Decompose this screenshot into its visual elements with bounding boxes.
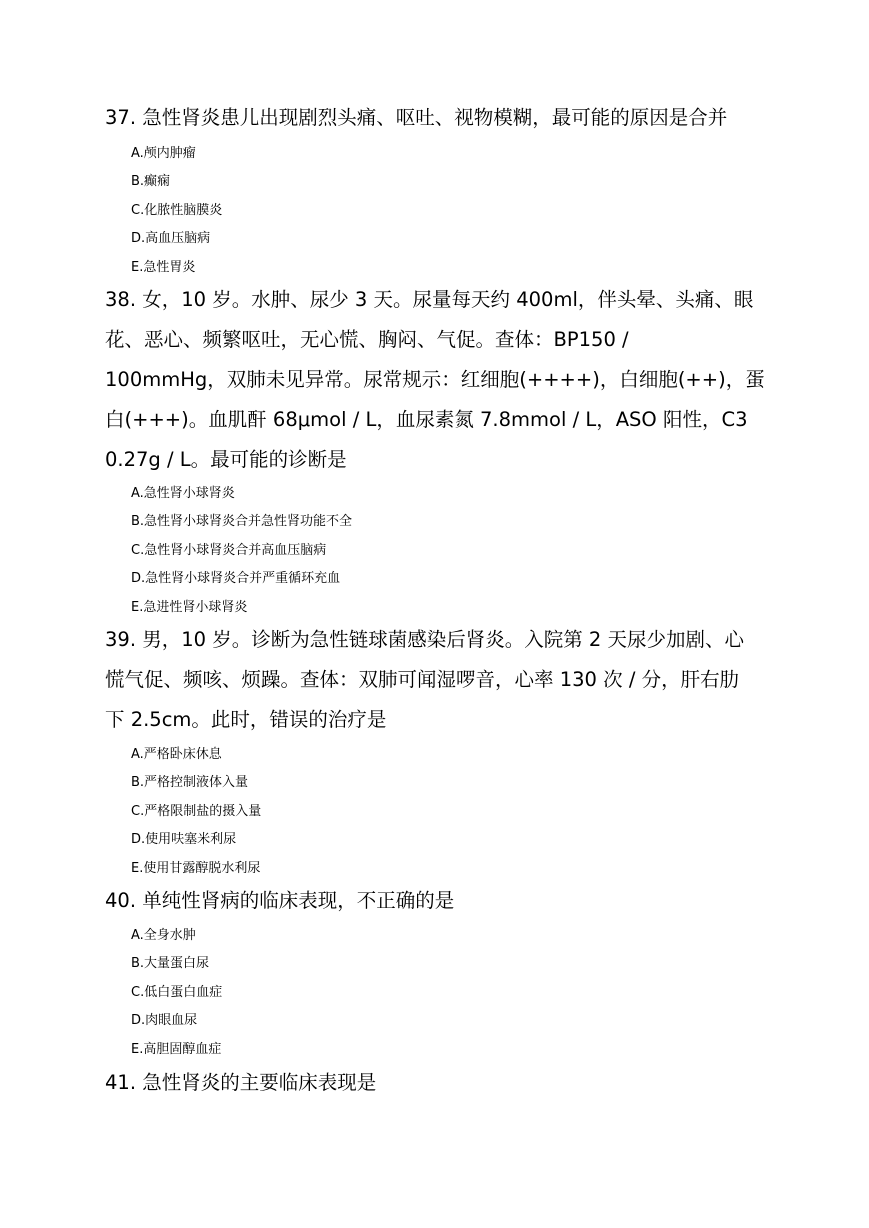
question-text-line: 41. 急性肾炎的主要临床表现是 xyxy=(105,1071,377,1094)
option-b: B.癫痫 xyxy=(131,174,171,190)
option-a: A.急性肾小球肾炎 xyxy=(131,486,235,501)
question-38 xyxy=(105,280,770,480)
options-list-40 xyxy=(131,922,222,1064)
option-d: D.急性肾小球肾炎合并严重循环充血 xyxy=(131,571,341,587)
option-d: D.使用呋塞米利尿 xyxy=(131,832,237,848)
question-text-line: 100mmHg，双肺未见异常。尿常规示：红细胞(++++)，白细胞(++)，蛋 xyxy=(105,368,765,391)
question-text-line: 下 2.5cm。此时，错误的治疗是 xyxy=(105,708,387,731)
option-b: B.严格控制液体入量 xyxy=(131,775,249,791)
question-text-line: 花、恶心、频繁呕吐，无心慌、胸闷、气促。查体：BP150 / xyxy=(105,328,629,351)
option-e: E.使用甘露醇脱水利尿 xyxy=(131,860,261,876)
question-39 xyxy=(105,620,770,740)
question-37 xyxy=(105,98,770,138)
options-list-37 xyxy=(131,140,222,282)
question-text-line: 0.27g / L。最可能的诊断是 xyxy=(105,448,347,471)
option-b: B.急性肾小球肾炎合并急性肾功能不全 xyxy=(131,514,353,530)
question-text-line: 37. 急性肾炎患儿出现剧烈头痛、呕吐、视物模糊，最可能的原因是合并 xyxy=(105,106,728,129)
option-a: A.颅内肿瘤 xyxy=(131,146,196,161)
question-text-line: 39. 男，10 岁。诊断为急性链球菌感染后肾炎。入院第 2 天尿少加剧、心 xyxy=(105,628,745,651)
question-text-line: 白(+++)。血肌酐 68μmol / L，血尿素氮 7.8mmol / L，ASO 阳性，C3 xyxy=(105,408,748,431)
options-list-39 xyxy=(131,741,261,883)
option-e: E.高胆固醇血症 xyxy=(131,1041,222,1057)
option-c: C.低白蛋白血症 xyxy=(131,984,223,1000)
options-list-38 xyxy=(131,480,352,622)
option-d: D.肉眼血尿 xyxy=(131,1013,198,1029)
question-text-line: 40. 单纯性肾病的临床表现，不正确的是 xyxy=(105,889,455,912)
option-e: E.急性胃炎 xyxy=(131,259,196,275)
option-a: A.全身水肿 xyxy=(131,928,196,943)
option-b: B.大量蛋白尿 xyxy=(131,956,210,972)
option-a: A.严格卧床休息 xyxy=(131,747,222,762)
question-40 xyxy=(105,881,770,921)
question-text-line: 38. 女，10 岁。水肿、尿少 3 天。尿量每天约 400ml，伴头晕、头痛、眼 xyxy=(105,288,754,311)
option-c: C.急性肾小球肾炎合并高血压脑病 xyxy=(131,542,327,558)
option-c: C.严格限制盐的摄入量 xyxy=(131,803,262,819)
question-text-line: 慌气促、频咳、烦躁。查体：双肺可闻湿啰音，心率 130 次 / 分，肝右肋 xyxy=(105,668,740,691)
question-41 xyxy=(105,1063,770,1103)
option-c: C.化脓性脑膜炎 xyxy=(131,202,223,218)
option-d: D.高血压脑病 xyxy=(131,231,211,247)
option-e: E.急进性肾小球肾炎 xyxy=(131,599,248,615)
